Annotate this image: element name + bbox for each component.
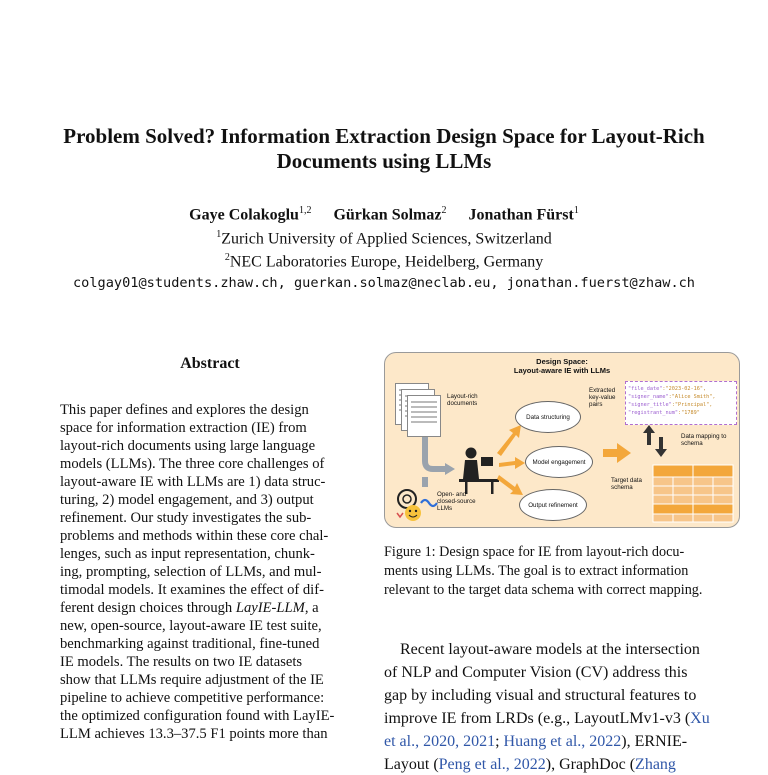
abstract-line: show that LLMs require adjustment of the IE: [60, 672, 324, 688]
body-line: Recent layout-aware models at the intersection: [400, 641, 700, 658]
kv-value: :"Alice Smith",: [668, 394, 716, 400]
abstract-line: turing, 2) model engagement, and 3) output: [60, 492, 314, 508]
author-sup: 1,2: [298, 205, 312, 216]
body-line: [384, 709, 710, 729]
body-line: [384, 732, 687, 752]
abstract-line: [60, 599, 319, 617]
body-text: ;: [495, 733, 504, 750]
extracted-kv-label: Extracted key-value pairs: [589, 387, 616, 408]
citation-link[interactable]: Peng et al., 2022: [438, 756, 546, 773]
layout-rich-label: Layout-rich documents: [447, 393, 478, 407]
figure-title-line-1: Design Space:: [536, 357, 588, 366]
abstract-line-text: ferent design choices through: [60, 600, 233, 616]
body-text: ), GraphDoc (: [545, 756, 636, 773]
figure-design-space: [384, 352, 740, 528]
abstract-line: benchmarking against traditional, fine-tuned: [60, 636, 320, 652]
abstract-line: LLM achieves 13.3–37.5 F1 points more than: [60, 726, 328, 742]
author-list: [0, 205, 768, 224]
kv-key: "registrant_num": [628, 410, 678, 416]
author-name: Jonathan Fürst: [468, 206, 574, 224]
citation-link[interactable]: Zhang: [635, 756, 676, 773]
title-line-2: Documents using LLMs: [276, 149, 492, 173]
citation-link[interactable]: Xu: [690, 710, 710, 727]
abstract-line: layout-aware IE with LLMs are 1) data struc-: [60, 474, 326, 490]
caption-line: relevant to the target data schema with correct mapping.: [384, 582, 703, 598]
abstract-line: layout-rich documents using large language: [60, 438, 316, 454]
kv-key: "signer_title": [628, 402, 672, 408]
abstract-line: models (LLMs). The three core challenges of: [60, 456, 325, 472]
body-line: of NLP and Computer Vision (CV) address this: [384, 664, 688, 681]
kv-value: :"2023-02-16",: [662, 386, 707, 392]
affiliation-sup: 2: [224, 252, 230, 263]
affiliation-1: [0, 229, 768, 248]
kv-line: [628, 409, 734, 417]
body-text: Layout (: [384, 756, 439, 773]
body-text: ), ERNIE-: [621, 733, 688, 750]
abstract-line: space for information extraction (IE) from: [60, 420, 307, 436]
body-line: gap by including visual and structural features to: [384, 687, 697, 704]
abstract-line: timodal models. It examines the effect of dif-: [60, 582, 324, 598]
kv-key: "signer_name": [628, 394, 669, 400]
body-text: improve IE from LRDs (e.g., LayoutLMv1-v3 (: [384, 710, 691, 727]
title-line-1: Problem Solved? Information Extraction Design Space for Layout-Rich: [63, 124, 705, 148]
kv-value: :"Principal",: [671, 402, 713, 408]
caption-line: ments using LLMs. The goal is to extract information: [384, 563, 689, 579]
llm-label: Open- and closed-source LLMs: [437, 491, 476, 512]
author-sup: 2: [441, 205, 447, 216]
abstract-line: pipeline to achieve competitive performance:: [60, 690, 325, 706]
suite-name: LayIE-LLM: [235, 600, 305, 616]
body-line: [384, 755, 676, 775]
abstract-line-suffix: , a: [304, 600, 319, 616]
abstract-line: problems and methods within these core chal-: [60, 528, 329, 544]
affiliation-2: [0, 252, 768, 271]
stage-model-engagement: Model engagement: [525, 446, 593, 478]
author-sup: 1: [573, 205, 579, 216]
figure-title-line-2: Layout-aware IE with LLMs: [513, 366, 611, 375]
kv-line: [628, 385, 734, 393]
stage-data-structuring: Data structuring: [515, 401, 581, 433]
kv-line: [628, 393, 734, 401]
citation-link[interactable]: Huang et al., 2022: [503, 733, 622, 750]
kv-key: "file_date": [628, 386, 663, 392]
data-mapping-label: Data mapping to schema: [681, 433, 727, 447]
author-name: Gürkan Solmaz: [333, 206, 442, 224]
author-emails[interactable]: colgay01@students.zhaw.ch, guerkan.solmaz@neclab.eu, jonathan.fuerst@zhaw.ch: [73, 275, 695, 291]
abstract-heading: Abstract: [180, 355, 240, 372]
affiliation-text: NEC Laboratories Europe, Heidelberg, Germany: [229, 253, 544, 271]
kv-line: [628, 401, 734, 409]
kv-value: :"1789": [677, 410, 700, 416]
abstract-line: ing, prompting, selection of LLMs, and mul-: [60, 564, 322, 580]
abstract-line: IE models. The results on two IE datasets: [60, 654, 303, 670]
abstract-line: lenges, such as input representation, chunk-: [60, 546, 315, 562]
citation-link[interactable]: et al., 2020, 2021: [384, 733, 496, 750]
affiliation-sup: 1: [216, 229, 222, 240]
abstract-line: This paper defines and explores the design: [60, 402, 309, 418]
abstract-line: new, open-source, layout-aware IE test suite,: [60, 618, 322, 634]
paper-title: [0, 124, 768, 174]
abstract-line: the optimized configuration found with LayIE-: [60, 708, 335, 724]
author-name: Gaye Colakoglu: [189, 206, 299, 224]
target-schema-label: Target data schema: [611, 477, 642, 491]
abstract-line: refinement. Our study investigates the sub-: [60, 510, 312, 526]
caption-line: Figure 1: Design space for IE from layout-rich docu-: [384, 544, 685, 560]
extracted-kv-box: [625, 381, 737, 425]
affiliation-text: Zurich University of Applied Sciences, Switzerland: [221, 230, 552, 248]
stage-output-refinement: Output refinement: [519, 489, 587, 521]
